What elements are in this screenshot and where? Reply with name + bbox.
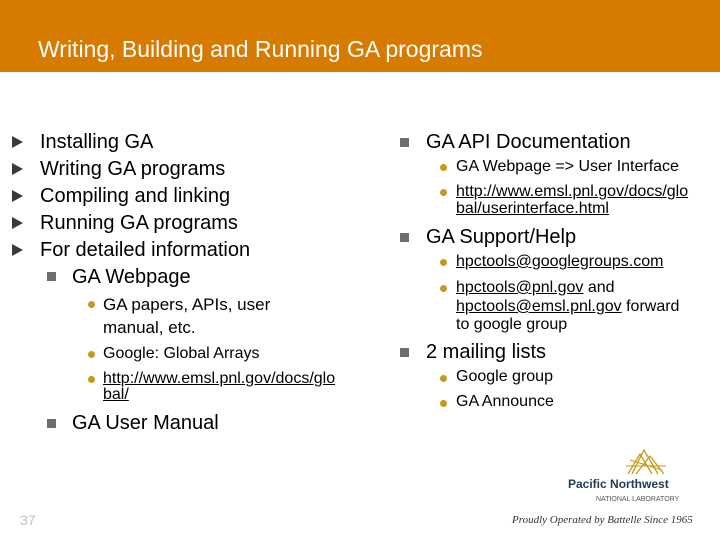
dot-bullet-icon: [440, 375, 447, 382]
right-ga-support: GA Support/Help: [426, 226, 577, 248]
link-pnl-email[interactable]: hpctools@pnl.gov: [456, 279, 584, 296]
support-and-text: and: [583, 279, 615, 296]
support-google-group-text: to google group: [456, 316, 568, 333]
square-bullet-icon: [400, 233, 409, 242]
link-emsl-docs-global[interactable]: http://www.emsl.pnl.gov/docs/glo: [103, 370, 336, 387]
slide-title: Writing, Building and Running GA programs: [38, 36, 483, 62]
triangle-bullet-icon: [12, 190, 23, 202]
bullet-detailed-info: For detailed information: [40, 239, 251, 261]
square-bullet-icon: [400, 138, 409, 147]
right-ga-api-doc: GA API Documentation: [426, 131, 631, 153]
dot-bullet-icon: [440, 285, 447, 292]
doc-webpage-ui: GA Webpage => User Interface: [456, 158, 679, 175]
link-userinterface[interactable]: http://www.emsl.pnl.gov/docs/glo: [456, 183, 689, 200]
dot-bullet-icon: [440, 400, 447, 407]
support-forward-text: forward: [621, 298, 680, 315]
link-emsl-email[interactable]: hpctools@emsl.pnl.gov: [456, 298, 622, 315]
dot-bullet-icon: [88, 301, 95, 308]
webpage-papers-line1: GA papers, APIs, user: [103, 295, 271, 314]
right-mailing-lists: 2 mailing lists: [426, 341, 547, 363]
dot-bullet-icon: [88, 376, 95, 383]
pnnl-logo: [566, 446, 706, 506]
page-number: 37: [20, 512, 36, 528]
list-ga-announce: GA Announce: [456, 393, 554, 410]
dot-bullet-icon: [440, 189, 447, 196]
square-bullet-icon: [47, 272, 56, 281]
dot-bullet-icon: [440, 259, 447, 266]
link-userinterface-cont[interactable]: bal/userinterface.html: [456, 200, 609, 217]
logo-line1: Pacific Northwest: [568, 477, 669, 491]
bullet-installing-ga: Installing GA: [40, 131, 154, 153]
logo-line2: NATIONAL LABORATORY: [596, 496, 680, 503]
dot-bullet-icon: [440, 164, 447, 171]
sub-ga-webpage: GA Webpage: [72, 266, 191, 288]
bullet-writing-ga: Writing GA programs: [40, 158, 226, 180]
title-bar: [0, 0, 720, 72]
triangle-bullet-icon: [12, 244, 23, 256]
webpage-papers-line2: manual, etc.: [103, 318, 196, 337]
bullet-compiling: Compiling and linking: [40, 185, 231, 207]
square-bullet-icon: [47, 419, 56, 428]
link-emsl-docs-global-cont[interactable]: bal/: [103, 386, 129, 403]
support-pnl-line: [456, 279, 615, 297]
link-googlegroups-email[interactable]: hpctools@googlegroups.com: [456, 253, 664, 270]
battelle-footer: Proudly Operated by Battelle Since 1965: [512, 514, 693, 526]
pnnl-logo-graphic-icon: [566, 446, 706, 506]
list-google-group: Google group: [456, 368, 553, 385]
dot-bullet-icon: [88, 351, 95, 358]
bullet-running: Running GA programs: [40, 212, 238, 234]
triangle-bullet-icon: [12, 136, 23, 148]
square-bullet-icon: [400, 348, 409, 357]
sub-ga-user-manual: GA User Manual: [72, 412, 219, 434]
support-emsl-line: [456, 298, 679, 316]
webpage-google-global-arrays: Google: Global Arrays: [103, 345, 260, 362]
triangle-bullet-icon: [12, 163, 23, 175]
triangle-bullet-icon: [12, 217, 23, 229]
